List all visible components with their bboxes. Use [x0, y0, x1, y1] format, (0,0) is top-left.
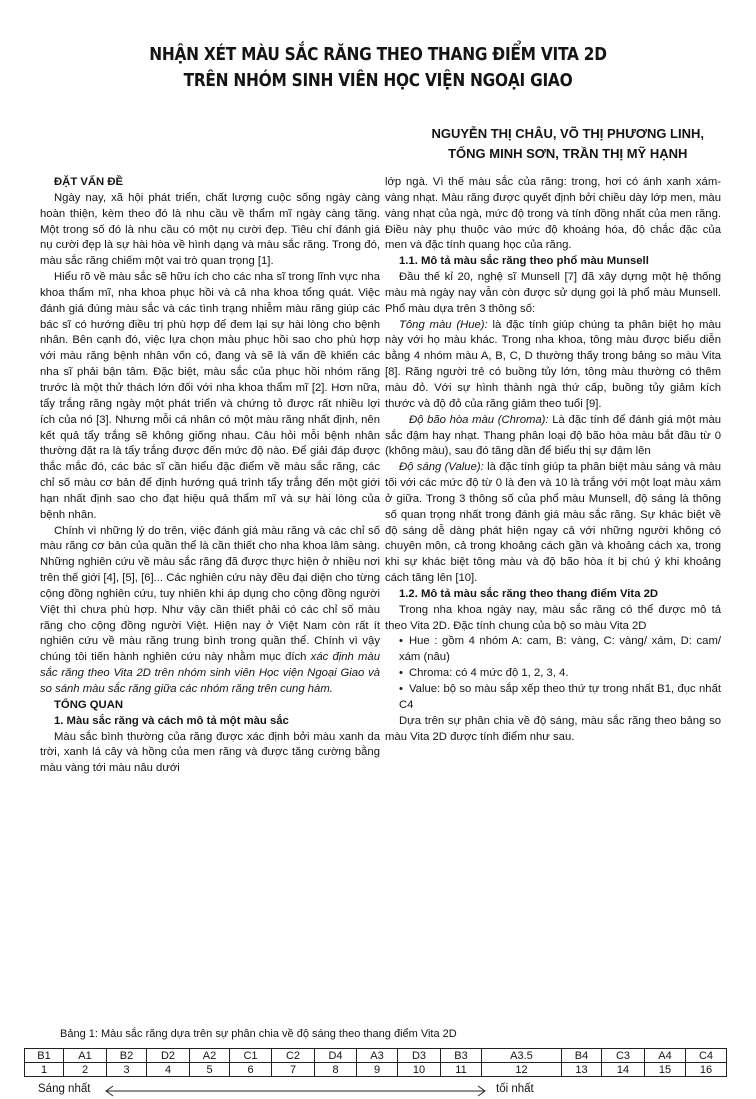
brightness-legend [38, 1085, 598, 1099]
shade-cell: D4 [315, 1049, 357, 1063]
table-caption: Bảng 1: Màu sắc răng dựa trên sự phân chia về độ sáng theo thang điểm Vita 2D [60, 1028, 457, 1040]
value-paragraph [385, 460, 721, 587]
authors-line-1: NGUYỄN THỊ CHÂU, VÕ THỊ PHƯƠNG LINH, [431, 126, 704, 141]
shade-cell: A2 [190, 1049, 230, 1063]
paragraph: Trong nha khoa ngày nay, màu sắc răng có thể được mô tả theo Vita 2D. Đặc tính chung của bộ so màu Vita 2D [385, 603, 721, 632]
value-term: Độ sáng (Value): [399, 461, 484, 474]
left-column [40, 175, 380, 777]
legend-darkest: tối nhất [496, 1083, 534, 1095]
right-column [385, 175, 721, 745]
shade-cell: B1 [25, 1049, 64, 1063]
authors [432, 124, 705, 164]
paragraph: Hiểu rõ về màu sắc sẽ hữu ích cho các nha sĩ trong lĩnh vực nha khoa thẩm mĩ, nha khoa phục hồi và cả nha khoa tổng quát. Việc đánh giá đúng màu sắc và các tình trạng nhiễm màu răng giúp các bác sĩ có hướng điều trị phù hợp để đem lại sự hài lòng cho bệnh nhân. Bên cạnh đó, việc lựa chọn màu phục hồi sao cho phù hợp với màu răng bệnh nhân vốn có, đang và sẽ là vấn đề khiến các nha sĩ phải bận tâm. Đặc biệt, màu sắc của phục hồi nhóm răng trước là một thử thách lớn đối với nha khoa thẩm mĩ [2]. Hơn nữa, tẩy trắng răng ngày một phát triển và chứng tỏ được rất nhiều lợi ích của nó [3]. Nhưng mỗi cá nhân có một màu răng nhất định, nên kết quả tẩy trắng sẽ không giống nhau. Câu hỏi mỗi bệnh nhân thường đặt ra là tẩy trắng được đến mức độ nào. Để giải đáp được thắc mắc đó, các bác sĩ cần hiểu đặc điểm về màu sắc răng, các chỉ số màu cơ bản để định hướng quá trình tẩy trắng đến một giới hạn nhất định sao cho đạt hiệu quả thẩm mĩ và sự hài lòng của bệnh nhân. [40, 271, 380, 521]
bullet-dot-icon: • [399, 667, 403, 680]
legend-brightest: Sáng nhất [38, 1083, 91, 1095]
paragraph [40, 524, 380, 698]
score-cell: 1 [25, 1063, 64, 1077]
bullet-value [385, 682, 721, 714]
shade-cell: C4 [686, 1049, 727, 1063]
paragraph: Đầu thế kỉ 20, nghệ sĩ Munsell [7] đã xây dựng một hệ thống màu mà ngày nay vẫn còn được sử dụng gọi là phổ màu Munsell. Phổ màu dựa trên 3 thông số: [385, 271, 721, 315]
research-aim-italic: xác định màu sắc răng theo Vita 2D trên nhóm sinh viên Học viện Ngoại Giao và so sánh màu sắc răng giữa các nhóm răng trên cung hàm. [40, 651, 380, 695]
shade-cell: C1 [230, 1049, 272, 1063]
authors-line-2: TỐNG MINH SƠN, TRẦN THỊ MỸ HẠNH [448, 146, 688, 161]
score-cell: 15 [645, 1063, 686, 1077]
chroma-term: Độ bão hòa màu (Chroma): [409, 413, 549, 426]
score-cell: 6 [230, 1063, 272, 1077]
bullet-dot-icon: • [399, 683, 403, 695]
bullet-dot-icon: • [399, 635, 403, 648]
chroma-definition: Là đặc tính để đánh giá một màu sắc đậm hay nhạt. Thang phân loại độ bão hòa màu bắt đầu từ 0 (không màu), sau đó tăng dần để biểu thị sự đậm lên [385, 413, 722, 458]
score-cell: 4 [147, 1063, 190, 1077]
paragraph: Ngày nay, xã hội phát triển, chất lượng cuộc sống ngày càng hoàn thiện, kèm theo đó là nhu cầu về thẩm mĩ ngày càng tăng. Một trong số đó là nhu cầu có một nụ cười đẹp. Tiêu chí đánh giá nụ cười đẹp là sự hài hòa về hình dạng và màu sắc răng. Trong đó, màu sắc răng chiếm một vai trò quan trọng [1]. [40, 191, 380, 268]
hue-definition: là đặc tính giúp chúng ta phân biệt họ màu này với họ màu khác. Trong nha khoa, tông màu được biểu diễn bằng 4 nhóm màu A, B, C, D thường thấy trong bảng so màu Vita [8]. Răng người trẻ có buồng tủy lớn, tông màu thường có thêm màu đỏ. Với sự hình thành ngà thứ cấp, buồng tủy giảm kích thước và độ đỏ của răng giảm theo tuổi [9]. [385, 318, 722, 410]
shade-cell: B3 [441, 1049, 482, 1063]
shade-cell: A4 [645, 1049, 686, 1063]
shade-cell: A3.5 [482, 1049, 562, 1063]
score-cell: 16 [686, 1063, 727, 1077]
heading-section-1: 1. Màu sắc răng và cách mô tả một màu sắc [54, 714, 289, 727]
bullet-hue [385, 634, 721, 666]
score-cell: 14 [602, 1063, 645, 1077]
title-line-1: NHẬN XÉT MÀU SẮC RĂNG THEO THANG ĐIỂM VITA 2D [149, 45, 607, 65]
heading-section-1-2: 1.2. Mô tả màu sắc răng theo thang điểm Vita 2D [399, 587, 659, 600]
shade-cell: B2 [107, 1049, 147, 1063]
score-row [25, 1063, 727, 1077]
value-definition: là đặc tính giúp ta phân biệt màu sáng và màu tối với các mức độ từ 0 là đen và 10 là trắng với một loạt màu xám ở giữa. Trong 3 thông số của phổ màu Munsell, độ sáng là thông số quan trọng nhất trong đánh giá màu sắc răng. Sự khác biệt về độ sáng dễ dàng phát hiện ngay cả với những người không có chuyên môn, cả trong khoảng cách gần và khoảng cách xa, trong khi sự khác biệt tông màu và độ bão hòa ít bị chú ý khi khoảng cách tăng lên [10]. [385, 461, 721, 585]
shade-row [25, 1049, 727, 1063]
score-cell: 2 [64, 1063, 107, 1077]
shade-cell: C2 [272, 1049, 315, 1063]
chroma-paragraph [385, 413, 721, 461]
score-cell: 7 [272, 1063, 315, 1077]
bullet-text: Chroma: có 4 mức độ 1, 2, 3, 4. [408, 667, 569, 680]
paragraph: lớp ngà. Vì thế màu sắc của răng: trong, hơi có ánh xanh xám-vàng nhạt. Màu răng được quyết định bởi chiều dày lớp men, màu vàng nhạt của ngà, mức độ trong và tính đồng nhất của men răng. Điều này phụ thuộc vào mức độ khoáng hóa, độ chắc đặc của men và đặc tính quang học của răng. [385, 176, 721, 252]
bullet-text: Value: bộ so màu sắp xếp theo thứ tự trong nhất B1, đục nhất C4 [399, 683, 721, 711]
shade-cell: D2 [147, 1049, 190, 1063]
score-cell: 5 [190, 1063, 230, 1077]
heading-tong-quan: TỔNG QUAN [54, 698, 124, 711]
score-cell: 10 [398, 1063, 441, 1077]
score-cell: 3 [107, 1063, 147, 1077]
heading-dat-van-de: ĐẶT VẤN ĐỀ [54, 176, 124, 188]
score-cell: 12 [482, 1063, 562, 1077]
shade-cell: A3 [357, 1049, 398, 1063]
double-arrow-icon [103, 1085, 488, 1097]
heading-section-1-1: 1.1. Mô tả màu sắc răng theo phổ màu Munsell [399, 255, 649, 268]
shade-cell: D3 [398, 1049, 441, 1063]
paper-title [45, 42, 710, 94]
score-cell: 8 [315, 1063, 357, 1077]
paragraph: Dựa trên sự phân chia về độ sáng, màu sắc răng theo bảng so màu Vita 2D được tính điểm như sau. [385, 714, 721, 743]
score-cell: 9 [357, 1063, 398, 1077]
bullet-text: Hue : gồm 4 nhóm A: cam, B: vàng, C: vàng/ xám, D: cam/ xám (nâu) [399, 635, 721, 664]
score-cell: 11 [441, 1063, 482, 1077]
shade-cell: B4 [562, 1049, 602, 1063]
bullet-chroma [385, 666, 721, 682]
title-line-2: TRÊN NHÓM SINH VIÊN HỌC VIỆN NGOẠI GIAO [183, 71, 573, 91]
paragraph-text: Chính vì những lý do trên, việc đánh giá màu răng và các chỉ số màu răng cơ bản của quần thể là cần thiết cho nha khoa lâm sàng. Những nghiên cứu về màu sắc răng đã được thực hiện ở nhiều nơi trên thế giới [4], [5], [6]... Các nghiên cứu này đều đại diện cho từng cộng đồng nghiên cứu, tuy nhiên khi áp dụng cho cộng đồng người Việt thì chưa phù hợp. Như vậy cần thiết phải có các chỉ số màu răng cho cộng đồng người Việt. Hiện nay ở Việt Nam còn rất ít nghiên cứu về màu răng trung bình trong quần thể. Chính vì vậy chúng tôi tiến hành nghiên cứu này nhằm mục đích [40, 524, 380, 664]
hue-paragraph [385, 318, 721, 413]
score-cell: 13 [562, 1063, 602, 1077]
vita-shade-table [24, 1048, 727, 1077]
hue-term: Tông màu (Hue): [399, 318, 488, 331]
shade-cell: A1 [64, 1049, 107, 1063]
shade-cell: C3 [602, 1049, 645, 1063]
paragraph: Màu sắc bình thường của răng được xác định bởi màu xanh da trời, xanh lá cây và hồng của men răng và được tăng cường bằng màu vàng tới màu nâu dưới [40, 730, 380, 775]
